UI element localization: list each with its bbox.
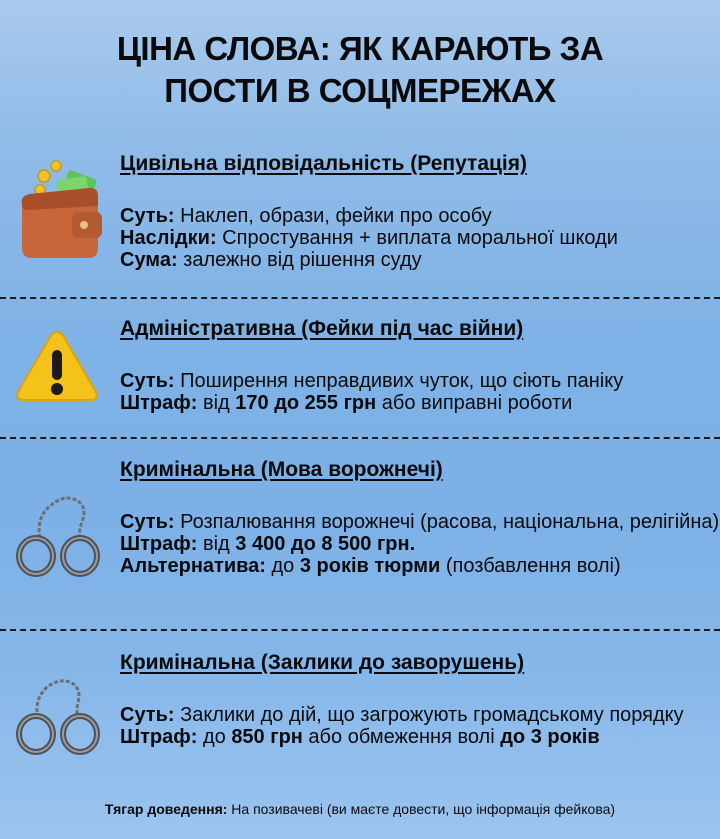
section-body	[120, 205, 720, 271]
section-divider	[0, 629, 720, 631]
row-fine: Штраф: від 3 400 до 8 500 грн.	[120, 533, 416, 555]
row-amount: Сума: залежно від рішення суду	[120, 249, 422, 271]
section-heading: Кримінальна (Мова ворожнечі)	[120, 458, 443, 481]
footer-note: Тягар доведення: На позивачеві (ви маєте довести, що інформація фейкова)	[104, 801, 616, 817]
title-line-1: ЦІНА СЛОВА: ЯК КАРАЮТЬ ЗА	[116, 30, 604, 67]
section-heading: Адміністративна (Фейки під час війни)	[120, 317, 524, 340]
section-divider	[0, 437, 720, 439]
section-heading: Цивільна відповідальність (Репутація)	[120, 152, 527, 175]
row-fine: Штраф: від 170 до 255 грн або виправні роботи	[120, 392, 573, 414]
row-essence: Суть: Наклеп, образи, фейки про особу	[120, 205, 492, 227]
section-heading: Кримінальна (Заклики до заворушень)	[120, 651, 525, 674]
row-essence: Суть: Розпалювання ворожнечі (расова, національна, релігійна)	[120, 511, 720, 533]
row-essence: Суть: Поширення неправдивих чуток, що сіють паніку	[120, 370, 624, 392]
row-consequences: Наслідки: Спростування + виплата моральної шкоди	[120, 227, 618, 249]
title-line-2: ПОСТИ В СОЦМЕРЕЖАХ	[164, 72, 556, 109]
handcuffs-icon	[14, 672, 106, 761]
section-body	[120, 704, 720, 748]
section-divider	[0, 297, 720, 299]
row-alternative: Альтернатива: до 3 років тюрми (позбавлення волі)	[120, 555, 621, 577]
handcuffs-icon	[14, 488, 106, 583]
section-body	[120, 511, 720, 577]
page-title	[0, 28, 720, 112]
wallet-icon	[14, 156, 106, 273]
row-fine: Штраф: до 850 грн або обмеження волі до 3 років	[120, 726, 600, 748]
warning-icon	[14, 328, 100, 409]
row-essence: Суть: Заклики до дій, що загрожують громадському порядку	[120, 704, 684, 726]
section-body	[120, 370, 720, 414]
